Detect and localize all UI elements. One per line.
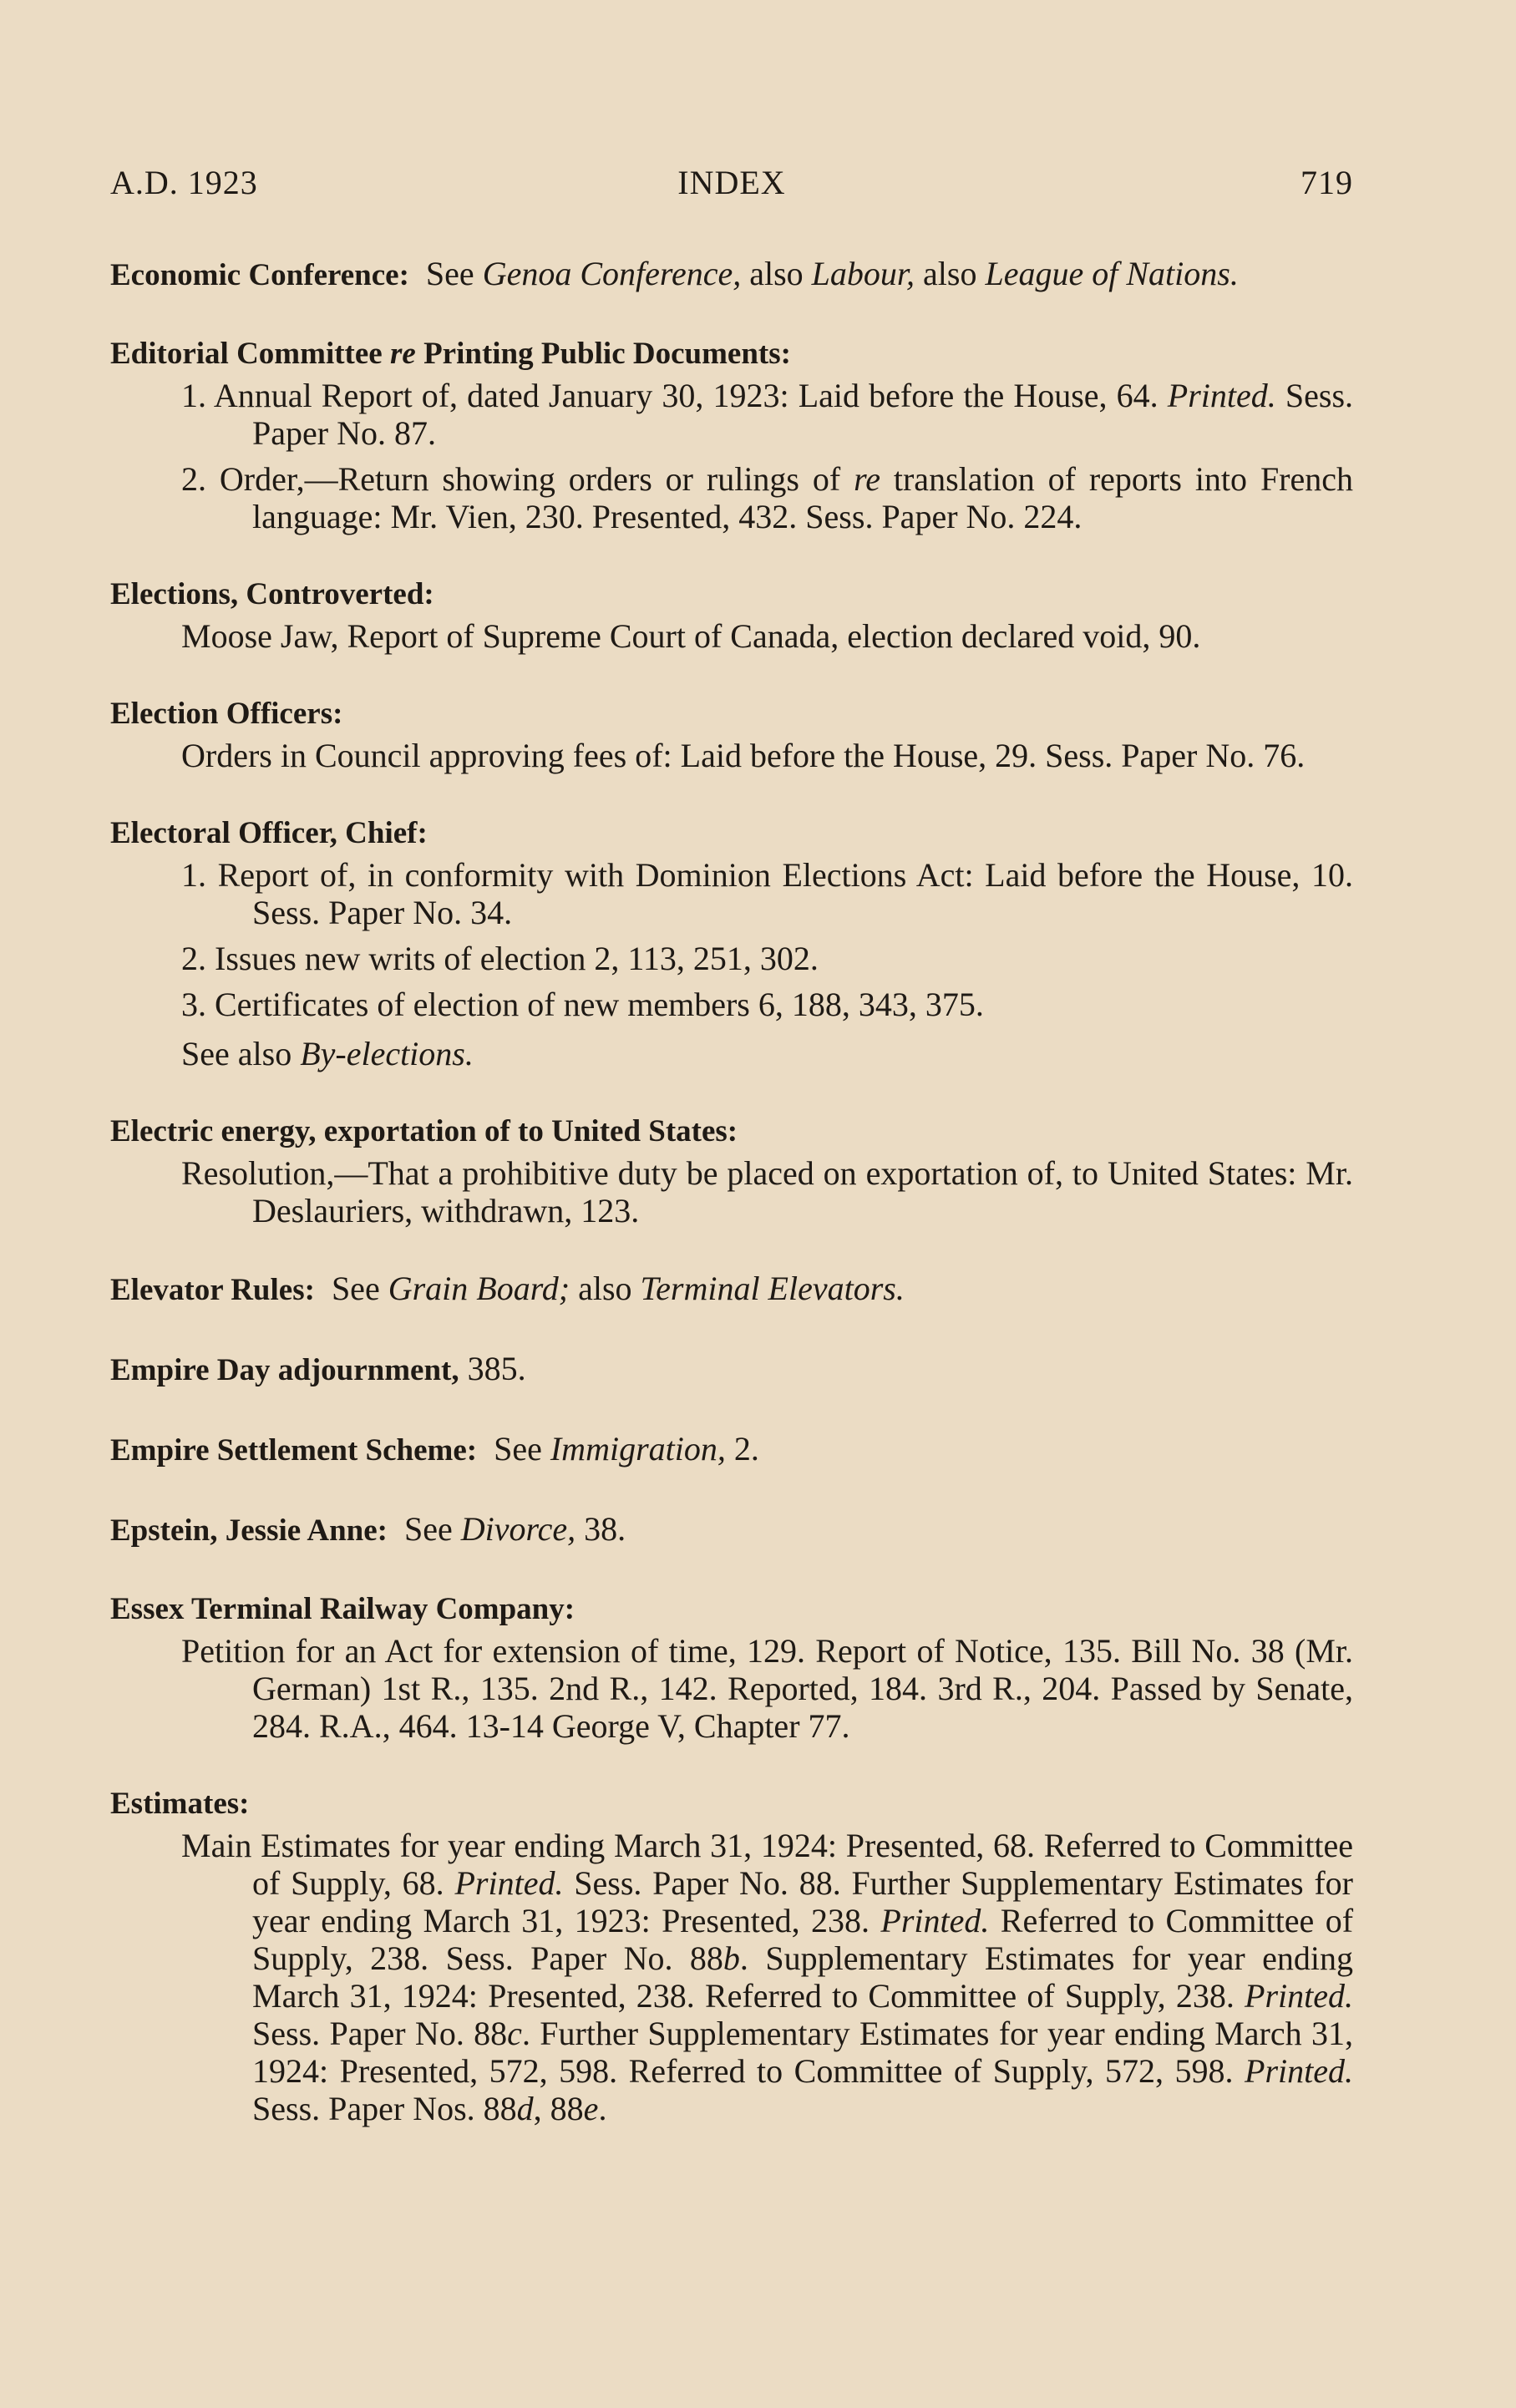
cross-reference: Terminal Elevators. — [640, 1270, 905, 1307]
entry-heading: Estimates: — [110, 1787, 250, 1821]
cross-reference: Labour, — [811, 255, 915, 292]
cross-reference: Immigration, — [550, 1430, 726, 1468]
see-word: See — [425, 255, 474, 292]
entry-electoral-officer — [110, 814, 1353, 1072]
entry-heading: Economic Conference: — [110, 258, 409, 292]
sub-item-3: 3. Certificates of election of new members 6, 188, 343, 375. — [181, 986, 984, 1023]
running-head — [110, 163, 1353, 213]
sub-item-2: 2. Issues new writs of election 2, 113, 251, 302. — [181, 940, 819, 977]
sub-entry: Moose Jaw, Report of Supreme Court of Canada, election declared void, 90. — [181, 617, 1201, 655]
entry-estimates — [110, 1785, 1353, 2127]
cross-reference: By-elections. — [300, 1035, 474, 1072]
entry-elections-controverted — [110, 575, 1353, 655]
entry-elevator-line: Elevator Rules: See Grain Board; also Terminal Elevators. — [110, 1270, 905, 1307]
sub-entry: Main Estimates for year ending March 31, 1924: Presented, 68. Referred to Committee of Supply, 68. Printed. Sess. Paper No. 88. Further Supplementary Estimates for year ending March 31, 1923: Presented, 238. Printed. Referred to Committee of Supply, 238. Sess. Paper No. 88b. Supplementary Estimates for year ending March 31, 1924: Presented, 238. Referred to Committee of Supply, 238. Printed. Sess. Paper No. 88c. Further Supplementary Estimates for year ending March 31, 1924: Presented, 572, 598. Referred to Committee of Supply, 572, 598. Printed. Sess. Paper Nos. 88d, 88e. — [181, 1827, 1354, 2127]
also-word: also — [923, 255, 977, 292]
entry-empire-settlement: Empire Settlement Scheme: See Immigration, 2. — [110, 1430, 759, 1468]
index-entries — [110, 255, 1353, 2127]
entry-heading: Editorial Committee re Printing Public Documents: — [110, 337, 791, 371]
page-ref: 385. — [467, 1350, 526, 1387]
sub-item-1: 1. Annual Report of, dated January 30, 1923: Laid before the House, 64. Printed. Sess. Paper No. 87. — [181, 377, 1354, 452]
also-word: also — [749, 255, 804, 292]
cross-reference: Grain Board; — [388, 1270, 570, 1307]
entry-heading: Empire Settlement Scheme: — [110, 1433, 478, 1468]
entry-economic-conference — [110, 255, 1353, 295]
entry-heading: Empire Day adjournment, — [110, 1353, 459, 1387]
see-also: See also By-elections. — [181, 1035, 474, 1072]
sub-entry: Orders in Council approving fees of: Laid before the House, 29. Sess. Paper No. 76. — [181, 737, 1306, 774]
page-number: 719 — [1301, 164, 1353, 201]
entry-epstein: Epstein, Jessie Anne: See Divorce, 38. — [110, 1510, 626, 1548]
entry-editorial-committee — [110, 335, 1353, 535]
sub-item-1: 1. Report of, in conformity with Dominion Elections Act: Laid before the House, 10. Sess. Paper No. 34. — [181, 856, 1353, 931]
entry-election-officers — [110, 695, 1353, 774]
sub-item-2: 2. Order,—Return showing orders or rulings of re translation of reports into French language: Mr. Vien, 230. Presented, 432. Sess. Paper No. 224. — [181, 460, 1354, 535]
entry-heading: Epstein, Jessie Anne: — [110, 1513, 388, 1548]
sub-entry: Resolution,—That a prohibitive duty be placed on exportation of, to United States: Mr. Deslauriers, withdrawn, 123. — [181, 1154, 1353, 1229]
cross-reference: League of Nations. — [985, 255, 1239, 292]
entry-heading: Election Officers: — [110, 697, 343, 731]
entry-heading: Elevator Rules: — [110, 1273, 315, 1307]
entry-economic-line — [110, 255, 1353, 295]
entry-heading: Elections, Controverted: — [110, 577, 434, 611]
entry-essex-terminal — [110, 1590, 1353, 1745]
header-year: A.D. 1923 — [110, 164, 258, 201]
header-title: INDEX — [677, 164, 786, 201]
entry-electric-energy — [110, 1113, 1353, 1229]
cross-reference: Divorce, — [460, 1510, 576, 1548]
entry-heading: Electoral Officer, Chief: — [110, 816, 428, 850]
entry-heading: Electric energy, exportation of to United States: — [110, 1114, 738, 1148]
sub-entry: Petition for an Act for extension of time, 129. Report of Notice, 135. Bill No. 38 (Mr. German) 1st R., 135. 2nd R., 142. Reported, 184. 3rd R., 204. Passed by Senate, 284. R.A., 464. 13-14 George V, Chapter 77. — [181, 1632, 1353, 1745]
entry-elevator-rules — [110, 1270, 1353, 1310]
entry-empire-day — [110, 1350, 1353, 1390]
entry-heading: Essex Terminal Railway Company: — [110, 1592, 575, 1626]
cross-reference: Genoa Conference, — [482, 255, 742, 292]
